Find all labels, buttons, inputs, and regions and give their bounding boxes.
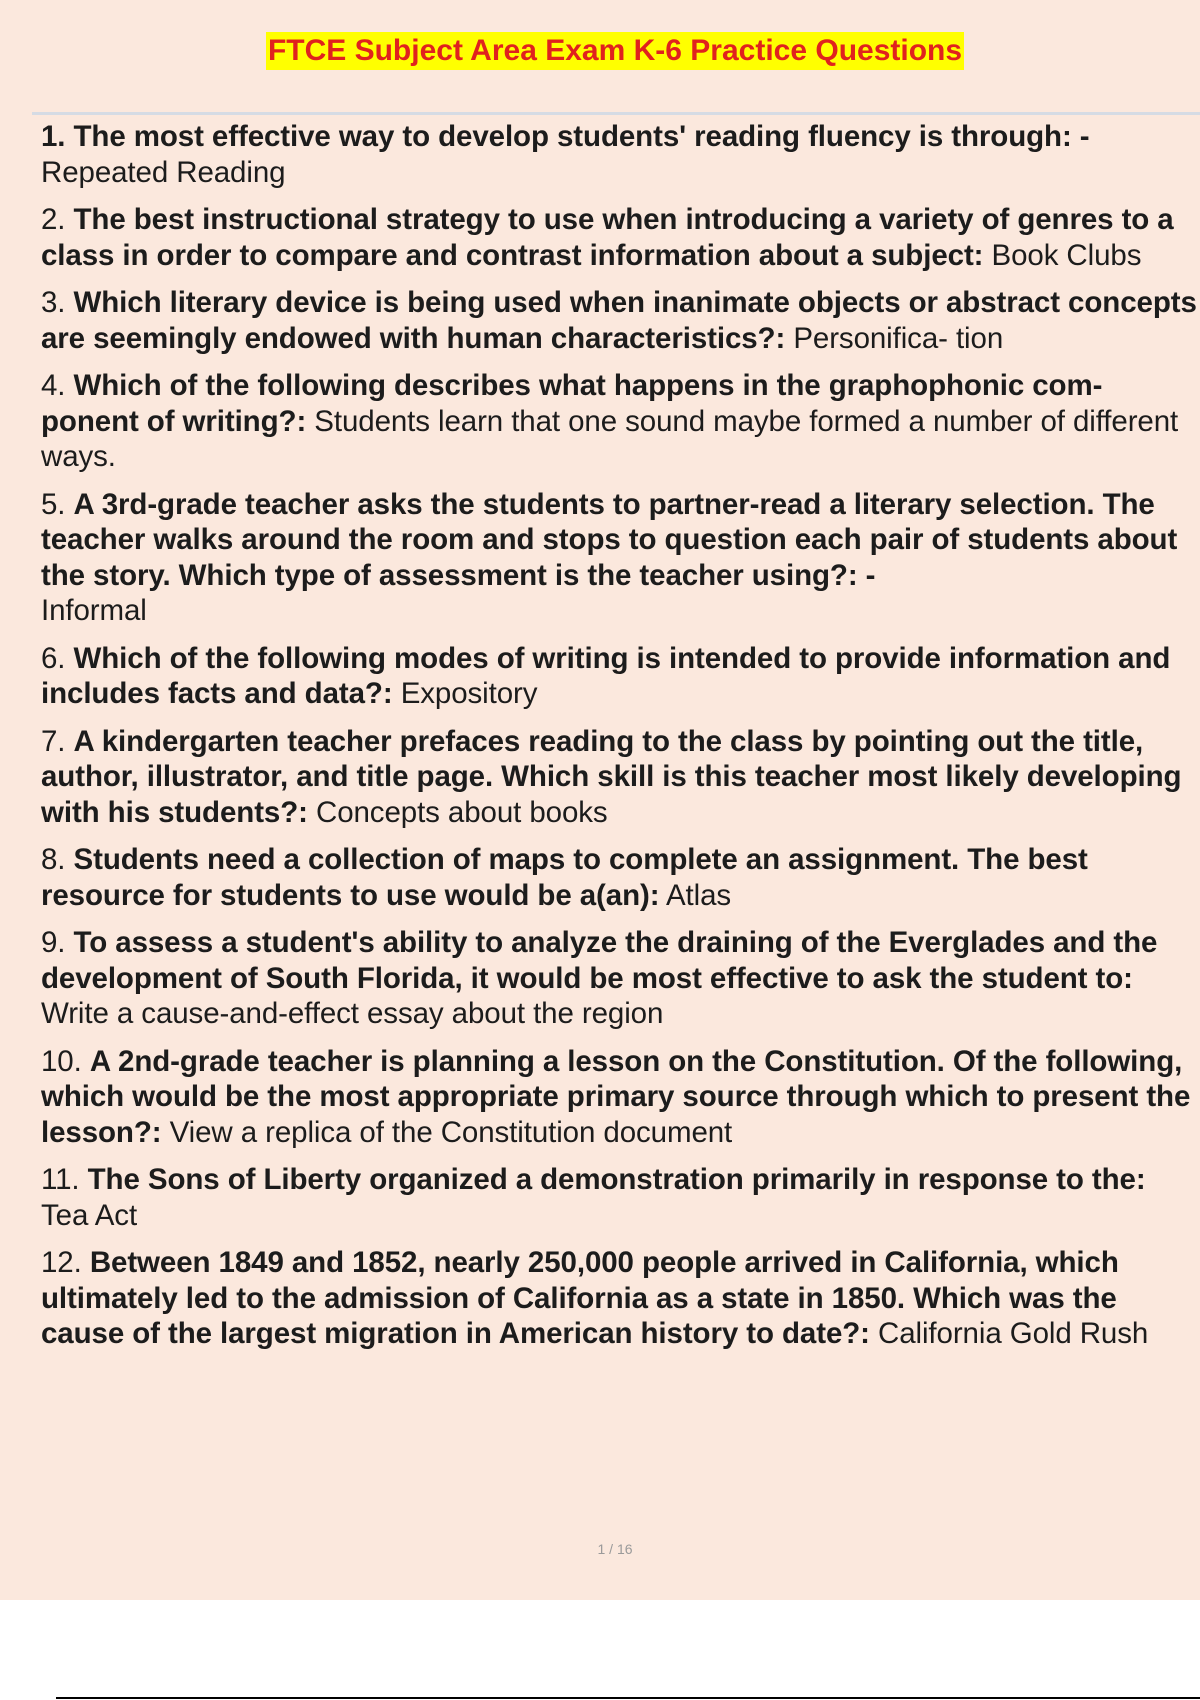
question-number: 4. bbox=[41, 369, 66, 402]
question-text: Students need a collection of maps to complete an assignment. The best resource for students to use would be a(an): bbox=[41, 843, 1088, 912]
question-text: Which literary device is being used when inanimate objects or abstract concepts are seemingly endowed with human characteristics?: bbox=[41, 286, 1197, 355]
question-text: A kindergarten teacher prefaces reading to the class by pointing out the title, author, illustrator, and title page. Which skill is this teacher most likely developing with his students?: bbox=[41, 724, 1182, 829]
question-text: The most effective way to develop students' reading fluency is through: - bbox=[73, 120, 1090, 153]
question-item bbox=[41, 1044, 1197, 1151]
question-text: Which of the following describes what happens in the graphophonic com- ponent of writing?: bbox=[41, 369, 1103, 438]
answer-text: Tea Act bbox=[41, 1198, 138, 1232]
answer-text: Expository bbox=[400, 677, 538, 710]
answer-text: Book Clubs bbox=[991, 238, 1142, 272]
question-item bbox=[41, 925, 1197, 1032]
question-item bbox=[41, 368, 1197, 475]
question-list bbox=[41, 119, 1197, 1364]
question-number: 9. bbox=[41, 926, 66, 959]
question-number: 6. bbox=[41, 641, 66, 675]
question-number: 11. bbox=[41, 1163, 80, 1196]
question-number: 10. bbox=[41, 1044, 82, 1078]
title-wrap bbox=[0, 32, 1200, 70]
question-text: Which of the following modes of writing is intended to provide information and includes facts and data?: bbox=[41, 641, 1171, 710]
question-number: 5. bbox=[41, 487, 66, 521]
question-item bbox=[41, 285, 1197, 356]
question-number: 7. bbox=[41, 724, 66, 758]
answer-text: Atlas bbox=[665, 878, 732, 912]
answer-text: California Gold Rush bbox=[878, 1317, 1149, 1350]
question-number: 3. bbox=[41, 286, 66, 319]
title-divider bbox=[32, 112, 1200, 115]
question-item bbox=[41, 842, 1197, 913]
question-text: A 3rd-grade teacher asks the students to partner-read a literary selection. The teacher walks around the room and stops to question each pair of students about the story. Which type of assessment is the teacher using?: - bbox=[41, 487, 1178, 592]
question-item bbox=[41, 724, 1197, 831]
question-item bbox=[41, 487, 1197, 629]
question-text: The Sons of Liberty organized a demonstration primarily in response to the: bbox=[87, 1163, 1146, 1196]
question-item bbox=[41, 1245, 1197, 1352]
answer-text: Write a cause-and-effect essay about the region bbox=[41, 997, 664, 1030]
question-item bbox=[41, 1162, 1197, 1233]
question-item bbox=[41, 119, 1197, 190]
question-number: 1. bbox=[41, 120, 66, 153]
next-page-edge bbox=[56, 1697, 1200, 1699]
page-indicator: 1 / 16 bbox=[597, 1541, 633, 1557]
question-number: 12. bbox=[41, 1246, 82, 1279]
question-item bbox=[41, 202, 1197, 273]
answer-text: Concepts about books bbox=[315, 795, 608, 829]
answer-text: Repeated Reading bbox=[41, 155, 286, 189]
question-text: Between 1849 and 1852, nearly 250,000 people arrived in California, which ultimately led to the admission of California as a state in 1850. Which was the cause of the largest migration in American history to date?: bbox=[41, 1246, 1119, 1350]
page-title: FTCE Subject Area Exam K-6 Practice Questions bbox=[266, 32, 964, 70]
question-item bbox=[41, 641, 1197, 712]
answer-text: Students learn that one sound maybe formed a number of different ways. bbox=[41, 404, 1179, 473]
question-text: A 2nd-grade teacher is planning a lesson on the Constitution. Of the following, which would be the most appropriate primary source through which to present the lesson?: bbox=[41, 1044, 1191, 1149]
question-text: The best instructional strategy to use when introducing a variety of genres to a class in order to compare and contrast information about a subject: bbox=[41, 203, 1174, 272]
question-number: 2. bbox=[41, 203, 66, 236]
question-text: To assess a student's ability to analyze the draining of the Everglades and the development of South Florida, it would be most effective to ask the student to: bbox=[41, 926, 1158, 995]
answer-text: Personifica- tion bbox=[793, 321, 1004, 355]
question-number: 8. bbox=[41, 843, 66, 876]
answer-text: Informal bbox=[41, 594, 147, 627]
answer-text: View a replica of the Constitution document bbox=[169, 1115, 733, 1149]
